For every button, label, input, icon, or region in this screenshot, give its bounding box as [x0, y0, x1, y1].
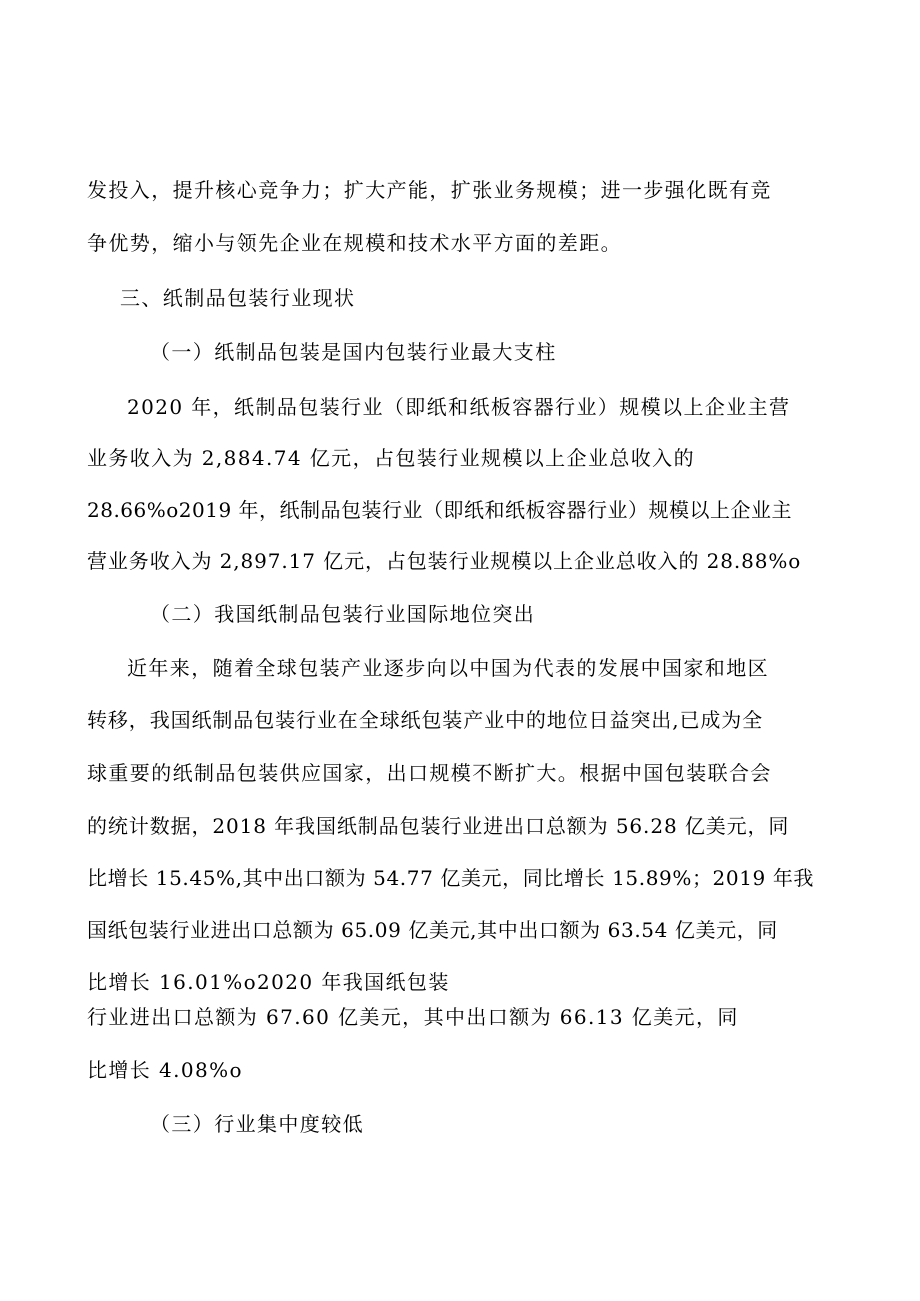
- body-paragraph-line: 球重要的纸制品包装供应国家，出口规模不断扩大。根据中国包装联合会: [87, 761, 772, 785]
- body-paragraph-line: 比增长 4.08%o: [87, 1058, 243, 1082]
- section-heading: 三、纸制品包装行业现状: [120, 286, 356, 310]
- body-paragraph-line: 争优势，缩小与领先企业在规模和技术水平方面的差距。: [87, 231, 622, 255]
- subsection-heading: （一）纸制品包装是国内包装行业最大支柱: [150, 340, 557, 364]
- body-paragraph-line: 国纸包装行业进出口总额为 65.09 亿美元,其中出口额为 63.54 亿美元，同: [87, 918, 778, 942]
- subsection-heading: （三）行业集中度较低: [150, 1112, 364, 1136]
- body-paragraph-line: 行业进出口总额为 67.60 亿美元，其中出口额为 66.13 亿美元，同: [87, 1005, 739, 1029]
- body-paragraph-line: 业务收入为 2,884.74 亿元，占包装行业规模以上企业总收入的: [87, 446, 695, 470]
- body-paragraph-line: 转移，我国纸制品包装行业在全球纸包装产业中的地位日益突出,已成为全: [87, 708, 764, 732]
- subsection-heading: （二）我国纸制品包装行业国际地位突出: [150, 602, 536, 626]
- body-paragraph-line: 比增长 16.01%o2020 年我国纸包装: [87, 970, 450, 994]
- body-paragraph-line: 近年来，随着全球包装产业逐步向以中国为代表的发展中国家和地区: [127, 656, 769, 680]
- body-paragraph-line: 的统计数据，2018 年我国纸制品包装行业进出口总额为 56.28 亿美元，同: [87, 814, 790, 838]
- body-paragraph-line: 营业务收入为 2,897.17 亿元，占包装行业规模以上企业总收入的 28.88%o: [87, 549, 802, 573]
- body-paragraph-line: 28.66%o2019 年，纸制品包装行业（即纸和纸板容器行业）规模以上企业主: [87, 498, 793, 522]
- body-paragraph-line: 2020 年，纸制品包装行业（即纸和纸板容器行业）规模以上企业主营: [127, 395, 791, 419]
- body-paragraph-line: 比增长 15.45%,其中出口额为 54.77 亿美元，同比增长 15.89%；2019 年我: [87, 866, 815, 890]
- body-paragraph-line: 发投入，提升核心竞争力；扩大产能，扩张业务规模；进一步强化既有竞: [87, 178, 772, 202]
